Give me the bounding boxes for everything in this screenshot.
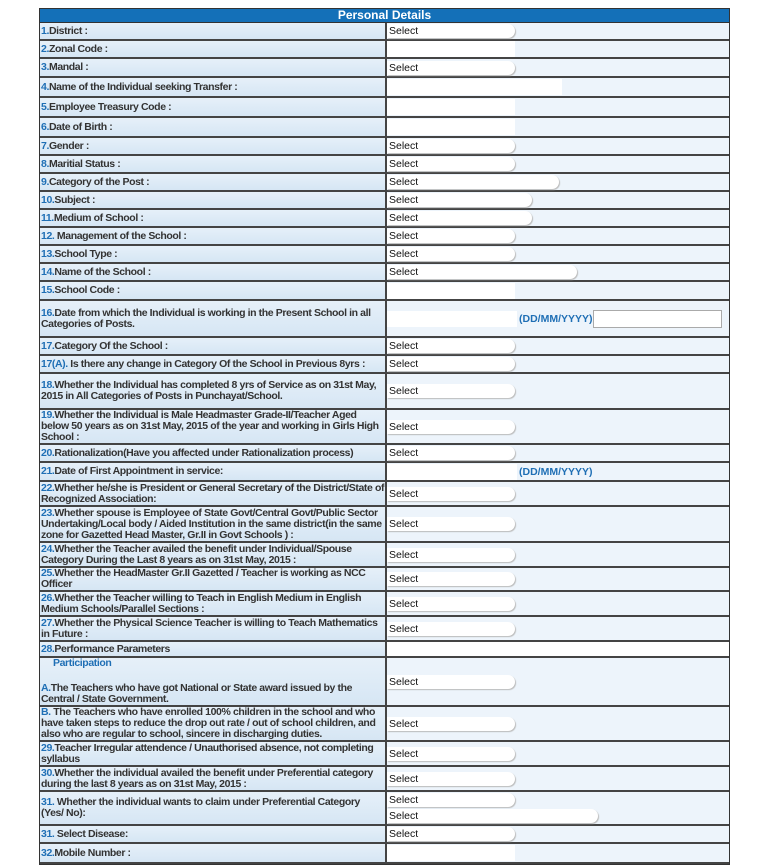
field-value-cell xyxy=(387,228,729,244)
field-value-cell xyxy=(387,826,729,842)
field-number: 16. xyxy=(41,306,55,319)
field-label xyxy=(40,192,387,208)
field-label-text: Whether the individual wants to claim under Preferential Category (Yes/ No): xyxy=(41,796,360,819)
field-value-cell xyxy=(387,617,729,640)
field-number: 29. xyxy=(41,741,55,754)
select-dropdown[interactable]: Select xyxy=(387,717,515,731)
field-value-cell xyxy=(387,767,729,790)
field-label xyxy=(40,707,387,740)
field-value-cell xyxy=(387,507,729,541)
field-label xyxy=(40,742,387,765)
field-value-cell xyxy=(387,592,729,615)
select-dropdown[interactable]: Select xyxy=(387,357,515,371)
field-label-text: Category Of the School : xyxy=(54,339,168,352)
select-dropdown[interactable]: Select xyxy=(387,793,515,807)
field-number: 3. xyxy=(41,61,49,73)
form-row xyxy=(40,356,729,374)
field-number: 15. xyxy=(41,284,55,296)
field-value-cell xyxy=(387,138,729,154)
form-row xyxy=(40,59,729,78)
field-label-text: Mobile Number : xyxy=(54,846,131,859)
form-row xyxy=(40,592,729,617)
field-label xyxy=(40,617,387,640)
date-format-hint: (DD/MM/YYYY) xyxy=(519,465,593,478)
form-row xyxy=(40,118,729,138)
field-label xyxy=(40,767,387,790)
field-number: 2. xyxy=(41,42,49,55)
field-label-text: Whether the Individual has completed 8 yrs of Service as on 31st May, 2015 in All Categories of Posts in Punchayat/School. xyxy=(41,379,377,402)
field-label-text: Whether spouse is Employee of State Govt/Central Govt/Public Sector Undertaking/Local body / Aided Institution in the same district(in the same zone for Gazetted Head Master, Gr.II in Govt Schools ) : xyxy=(41,506,382,541)
field-label-text: The Teachers who have got National or State award issued by the Central / State Government. xyxy=(41,682,353,705)
field-value-cell xyxy=(387,463,729,480)
form-row xyxy=(40,228,729,246)
field-value-cell xyxy=(387,98,729,116)
field-value-cell xyxy=(387,844,729,862)
select-dropdown[interactable]: Select xyxy=(387,572,515,586)
field-value-cell xyxy=(387,282,729,299)
field-value-cell xyxy=(387,642,729,656)
field-value-cell xyxy=(387,410,729,443)
field-label-text: Is there any change in Category Of the School in Previous 8yrs : xyxy=(67,357,366,370)
select-dropdown[interactable]: Select xyxy=(387,747,515,761)
select-dropdown[interactable]: Select xyxy=(387,247,515,261)
field-label xyxy=(40,174,387,190)
select-dropdown[interactable]: Select xyxy=(387,827,515,841)
select-dropdown[interactable]: Select xyxy=(387,229,515,243)
form-row xyxy=(40,374,729,410)
field-number: 22. xyxy=(41,481,55,494)
field-label xyxy=(40,463,387,480)
field-number: 19. xyxy=(41,409,55,421)
select-dropdown[interactable]: Select xyxy=(387,809,598,823)
field-label xyxy=(40,543,387,566)
date-format-hint: (DD/MM/YYYY) xyxy=(519,312,593,325)
field-number: 25. xyxy=(41,567,55,579)
select-dropdown[interactable]: Select xyxy=(387,157,515,171)
select-dropdown[interactable]: Select xyxy=(387,420,515,434)
form-row xyxy=(40,301,729,338)
field-label-text: Maritial Status : xyxy=(48,157,121,170)
field-label xyxy=(40,642,387,656)
field-label-text: Whether the Physical Science Teacher is willing to Teach Mathematics in Future : xyxy=(41,616,378,640)
field-label xyxy=(40,826,387,842)
form-row xyxy=(40,742,729,767)
field-number: A. xyxy=(41,682,51,694)
field-label xyxy=(40,98,387,116)
text-input[interactable] xyxy=(387,283,515,299)
form-row xyxy=(40,192,729,210)
field-label xyxy=(40,568,387,590)
form-row xyxy=(40,482,729,507)
field-number: 14. xyxy=(41,265,55,278)
field-label-text: Whether the Individual is Male Headmaster Grade-II/Teacher Aged below 50 years as on 31st May, 2015 of the year and working in Girls High School : xyxy=(41,409,379,443)
select-dropdown[interactable]: Select xyxy=(387,265,577,279)
field-label-text: Name of the Individual seeking Transfer : xyxy=(48,80,238,93)
field-label-text: District : xyxy=(48,24,88,37)
field-value-cell xyxy=(387,568,729,590)
field-value-cell xyxy=(387,356,729,372)
field-label-text: Teacher Irregular attendence / Unauthorised absence, not completing syllabus xyxy=(41,741,374,765)
field-label xyxy=(40,118,387,136)
field-label xyxy=(40,410,387,443)
text-input[interactable] xyxy=(387,464,517,480)
field-label xyxy=(40,356,387,372)
field-value-cell xyxy=(387,246,729,262)
field-label xyxy=(40,78,387,96)
select-dropdown[interactable]: Select xyxy=(387,139,515,153)
field-label-text: Select Disease: xyxy=(54,827,128,840)
form-row xyxy=(40,463,729,482)
field-number: 17(A). xyxy=(41,357,68,370)
form-row xyxy=(40,210,729,228)
form-row xyxy=(40,617,729,642)
field-label-text: The Teachers who have enrolled 100% children in the school and who have taken steps to reduce the drop out rate / out of school children, and also who are regular to school, sincere in discharging duties. xyxy=(41,706,376,740)
field-label xyxy=(40,264,387,280)
field-label xyxy=(40,282,387,299)
text-input[interactable] xyxy=(387,41,515,57)
field-label-text: Medium of School : xyxy=(53,211,144,224)
field-number: 8. xyxy=(41,157,49,170)
field-value-cell xyxy=(387,445,729,461)
field-number: B. xyxy=(41,706,51,718)
field-number: 21. xyxy=(41,465,55,477)
select-dropdown[interactable]: Select xyxy=(387,193,532,207)
field-label-text: School Code : xyxy=(54,284,120,296)
form-row xyxy=(40,844,729,864)
field-label xyxy=(40,301,387,336)
field-label xyxy=(40,592,387,615)
text-input[interactable] xyxy=(387,119,515,135)
field-label-text: Whether the Teacher availed the benefit under Individual/Spouse Category During the Last 8 years as on 31st May, 2015 : xyxy=(41,542,352,566)
field-label-text: Performance Parameters xyxy=(54,642,170,655)
field-value-cell xyxy=(387,543,729,566)
field-number: 5. xyxy=(41,100,49,113)
select-dropdown[interactable]: Select xyxy=(387,61,515,75)
select-dropdown[interactable]: Select xyxy=(387,517,515,531)
field-label xyxy=(40,156,387,172)
text-input[interactable] xyxy=(387,845,515,861)
form-row xyxy=(40,282,729,301)
field-number: 1. xyxy=(41,24,49,37)
field-label-text: Date of First Appointment in service: xyxy=(54,465,223,477)
field-number: 32. xyxy=(41,846,55,859)
field-value-cell xyxy=(387,210,729,226)
field-label xyxy=(40,23,387,39)
field-number: 23. xyxy=(41,506,55,519)
select-dropdown[interactable]: Select xyxy=(387,675,515,689)
form-row xyxy=(40,138,729,156)
participation-heading: Participation xyxy=(53,657,112,669)
field-number: 24. xyxy=(41,542,55,555)
field-label-text: Employee Treasury Code : xyxy=(48,100,172,113)
text-input[interactable] xyxy=(387,99,515,115)
field-value-cell xyxy=(387,707,729,740)
select-dropdown[interactable]: Select xyxy=(387,339,515,353)
select-dropdown[interactable]: Select xyxy=(387,24,515,38)
field-value-cell xyxy=(387,264,729,280)
field-number: 27. xyxy=(41,616,55,629)
field-label-text: Rationalization(Have you affected under Rationalization process) xyxy=(54,446,354,459)
field-value-cell xyxy=(387,742,729,765)
form-row xyxy=(40,707,729,742)
form-row xyxy=(40,264,729,282)
field-number: 18. xyxy=(41,379,55,391)
field-value-cell xyxy=(387,59,729,76)
field-label xyxy=(40,445,387,461)
field-value-cell xyxy=(387,301,729,336)
form-row xyxy=(40,156,729,174)
field-number: 7. xyxy=(41,139,49,152)
field-label xyxy=(40,41,387,57)
select-dropdown[interactable]: Select xyxy=(387,446,515,460)
field-label xyxy=(40,658,387,705)
text-input[interactable] xyxy=(387,311,517,327)
field-label xyxy=(40,792,387,824)
field-number: 11. xyxy=(41,211,54,224)
date-input[interactable] xyxy=(593,310,722,328)
form-row xyxy=(40,246,729,264)
field-value-cell xyxy=(387,118,729,136)
field-number: 12. xyxy=(41,229,55,242)
field-label-text: Mandal : xyxy=(48,61,89,73)
field-label xyxy=(40,210,387,226)
field-value-cell xyxy=(387,174,729,190)
form-row xyxy=(40,23,729,41)
select-dropdown[interactable]: Select xyxy=(387,597,515,611)
form-row xyxy=(40,642,729,658)
field-label-text: Management of the School : xyxy=(54,229,187,242)
field-number: 31. xyxy=(41,827,55,840)
field-value-cell xyxy=(387,41,729,57)
form-row xyxy=(40,338,729,356)
field-value-cell xyxy=(387,192,729,208)
field-number: 9. xyxy=(41,175,49,188)
field-label-text: School Type : xyxy=(54,247,118,260)
form-row xyxy=(40,445,729,463)
form-row xyxy=(40,792,729,826)
form-row xyxy=(40,507,729,543)
field-number: 6. xyxy=(41,120,49,133)
field-label-text: Whether the HeadMaster Gr.II Gazetted / Teacher is working as NCC Officer xyxy=(41,567,366,590)
field-label xyxy=(40,338,387,354)
field-label xyxy=(40,246,387,262)
field-number: 4. xyxy=(41,80,49,93)
form-row xyxy=(40,98,729,118)
select-dropdown[interactable]: Select xyxy=(387,487,515,501)
select-dropdown[interactable]: Select xyxy=(387,772,515,786)
field-label-text: Whether the Teacher willing to Teach in English Medium in English Medium Schools/Parallel Sections : xyxy=(41,591,362,615)
field-label-text: Date from which the Individual is working in the Present School in all Categories of Posts. xyxy=(41,306,371,330)
select-dropdown[interactable]: Select xyxy=(387,211,532,225)
field-value-cell xyxy=(387,78,729,96)
field-value-cell xyxy=(387,658,729,705)
field-number: 30. xyxy=(41,766,55,779)
field-label xyxy=(40,507,387,541)
form-row xyxy=(40,826,729,844)
field-value-cell xyxy=(387,338,729,354)
field-number: 17. xyxy=(41,339,55,352)
field-label xyxy=(40,59,387,76)
select-dropdown[interactable]: Select xyxy=(387,384,515,398)
field-label-text: Whether he/she is President or General Secretary of the District/State of Recognized Association: xyxy=(41,481,385,505)
field-number: 13. xyxy=(41,247,55,260)
field-number: 31. xyxy=(41,796,55,808)
text-input[interactable] xyxy=(387,79,562,95)
field-label-text: Date of Birth : xyxy=(48,120,113,133)
select-dropdown[interactable]: Select xyxy=(387,622,515,636)
form-row xyxy=(40,767,729,792)
field-label-text: Whether the individual availed the benefit under Preferential category during the last 8 years as on 31st May, 2015 : xyxy=(41,766,373,790)
section-title: Personal Details xyxy=(40,9,729,23)
field-number: 20. xyxy=(41,446,55,459)
field-label-text: Subject : xyxy=(54,193,96,206)
form-row xyxy=(40,658,729,707)
field-label xyxy=(40,844,387,862)
select-dropdown[interactable]: Select xyxy=(387,548,515,562)
select-dropdown[interactable]: Select xyxy=(387,175,559,189)
form-row xyxy=(40,410,729,445)
field-number: 28. xyxy=(41,642,55,655)
field-label-text: Gender : xyxy=(48,139,89,152)
field-label xyxy=(40,482,387,505)
field-label xyxy=(40,138,387,154)
form-row xyxy=(40,543,729,568)
field-label-text: Category of the Post : xyxy=(48,175,150,188)
form-row xyxy=(40,174,729,192)
field-label xyxy=(40,228,387,244)
personal-details-form xyxy=(39,8,730,865)
field-number: 10. xyxy=(41,193,55,206)
form-row xyxy=(40,41,729,59)
field-value-cell xyxy=(387,23,729,39)
field-number: 26. xyxy=(41,591,55,604)
field-label-text: Name of the School : xyxy=(54,265,151,278)
form-row xyxy=(40,568,729,592)
field-value-cell xyxy=(387,374,729,408)
form-row xyxy=(40,78,729,98)
field-value-cell xyxy=(387,156,729,172)
field-value-cell xyxy=(387,792,729,824)
field-value-cell xyxy=(387,482,729,505)
field-label xyxy=(40,374,387,408)
field-label-text: Zonal Code : xyxy=(48,42,108,55)
